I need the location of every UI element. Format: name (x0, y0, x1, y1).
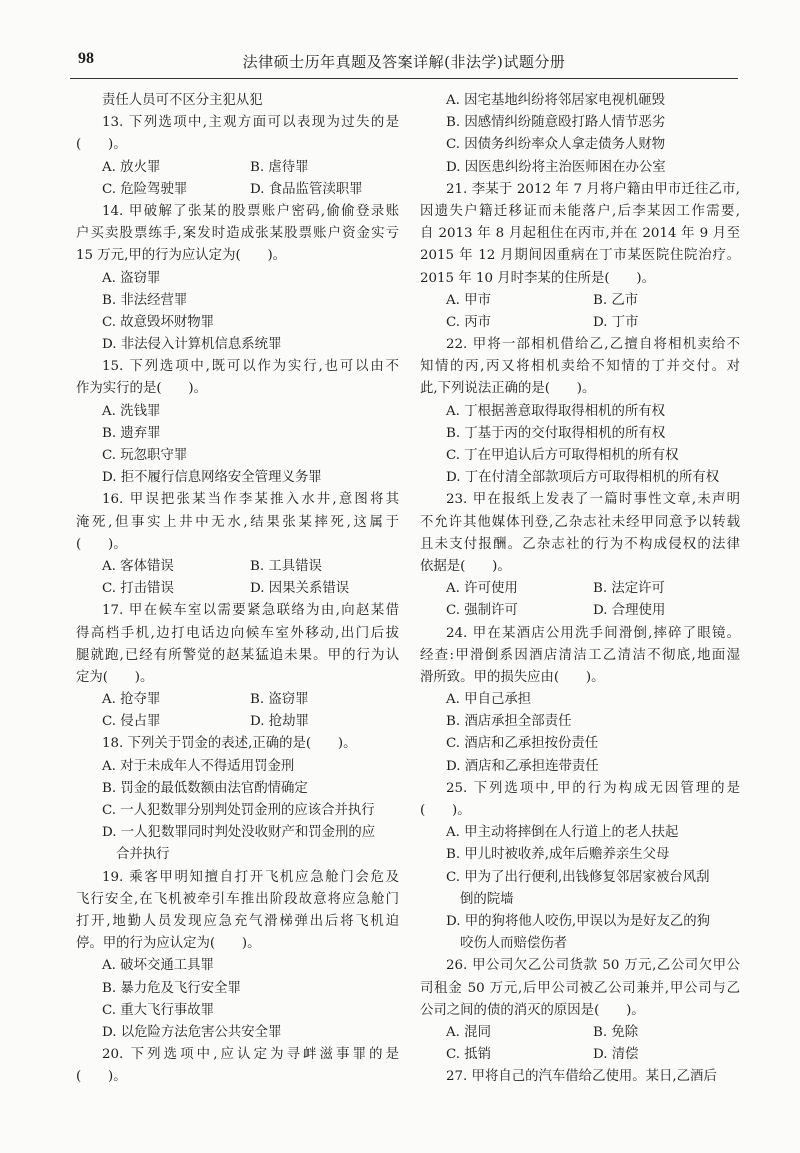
text-line: 定为( )。 (76, 669, 154, 685)
option-text: D. 甲的狗将他人咬伤,甲误以为是好友乙的狗 (446, 913, 711, 929)
option-text: B. 法定许可 (593, 581, 665, 597)
option-text: A. 甲自己承担 (446, 692, 532, 708)
option-text: B. 甲儿时被收养,成年后赡养亲生父母 (446, 847, 670, 863)
running-title: 法律硕士历年真题及答案详解(非法学)试题分册 (242, 53, 566, 71)
option-text: A. 丁根据善意取得取得相机的所有权 (446, 403, 666, 419)
option-text: A. 甲主动将摔倒在人行道上的老人扶起 (446, 825, 679, 841)
text-line: 打开,地勤人员发现应急充气滑梯弹出后将飞机迫 (76, 913, 399, 929)
option-row (420, 1044, 740, 1066)
text-line: 得高档手机,边打电话边向候车室外移动,出门后拔 (76, 625, 399, 641)
option-text: D. 合理使用 (593, 603, 666, 619)
option-text: A. 客体错误 (102, 558, 174, 574)
option-text: C. 侵占罪 (102, 714, 161, 730)
text-line: 知情的丙,丙又将相机卖给不知情的丁并交付。对 (420, 359, 740, 375)
option-row (420, 1022, 740, 1044)
option-text: B. 丁基于丙的交付取得相机的所有权 (446, 425, 666, 441)
option-text: D. 清偿 (593, 1047, 639, 1063)
option-row (76, 157, 399, 179)
text-line: 因遗失户籍迁移证而未能落户,后李某因工作需要, (420, 203, 740, 219)
option-text: A. 放火罪 (102, 159, 161, 175)
option-text: D. 以危险方法危害公共安全罪 (102, 1024, 282, 1040)
option-text: D. 抢劫罪 (250, 714, 309, 730)
option-text: C. 强制许可 (446, 603, 518, 619)
text-line: 20. 下列选项中,应认定为寻衅滋事罪的是 (102, 1047, 399, 1063)
text-line: 淹死,但事实上井中无水,结果张某摔死,这属于 (76, 514, 399, 530)
text-line: 22. 甲将一部相机借给乙,乙擅自将相机卖给不 (446, 337, 740, 353)
option-text: D. 因果关系错误 (250, 581, 350, 597)
option-text: C. 危险驾驶罪 (102, 181, 188, 197)
option-text: A. 甲市 (446, 292, 491, 308)
option-text: A. 因宅基地纠纷将邻居家电视机砸毁 (446, 93, 666, 108)
text-line: 27. 甲将自己的汽车借给乙使用。某日,乙酒后 (446, 1069, 717, 1085)
left-column (76, 90, 399, 1088)
text-line: 23. 甲在报纸上发表了一篇时事性文章,未声明 (446, 492, 740, 508)
option-text: A. 破坏交通工具罪 (102, 958, 214, 974)
option-text: 倒的院墙 (460, 891, 514, 907)
text-line: 19. 乘客甲明知擅自打开飞机应急舱门会危及 (102, 869, 399, 885)
text-line: 停。甲的行为应认定为( )。 (76, 936, 261, 952)
option-text: A. 许可使用 (446, 581, 518, 597)
option-text: D. 因医患纠纷将主治医师困在办公室 (446, 159, 666, 175)
option-text: B. 乙市 (593, 292, 639, 308)
option-text: B. 非法经营罪 (102, 292, 188, 308)
option-text: D. 酒店和乙承担连带责任 (446, 758, 599, 774)
option-text: D. 食品监管渎职罪 (250, 181, 363, 197)
option-text: B. 罚金的最低数额由法官酌情确定 (102, 780, 308, 796)
text-line: 16. 甲误把张某当作李某推入水井,意图将其 (102, 492, 399, 508)
option-text: C. 玩忽职守罪 (102, 448, 188, 463)
text-line: ( )。 (76, 137, 127, 153)
option-row (76, 711, 399, 733)
option-text: C. 酒店和乙承担按份责任 (446, 736, 599, 752)
option-text: C. 丙市 (446, 314, 492, 330)
option-text: B. 虐待罪 (250, 159, 309, 175)
option-text: A. 洗钱罪 (102, 403, 161, 419)
option-text: B. 暴力危及飞行安全罪 (102, 980, 241, 996)
option-text: C. 抵销 (446, 1047, 492, 1063)
text-line: 17. 甲在候车室以需要紧急联络为由,向赵某借 (102, 603, 399, 619)
option-row (420, 578, 740, 600)
text-line: 作为实行的是( )。 (76, 381, 207, 397)
text-line: 自 2013 年 8 月起租住在丙市,并在 2014 年 9 月至 (420, 226, 740, 242)
page-header (70, 44, 738, 79)
option-text: 咬伤人而赔偿伤者 (460, 936, 568, 952)
text-line: 13. 下列选项中,主观方面可以表现为过失的是 (102, 115, 399, 131)
text-line: 24. 甲在某酒店公用洗手间滑倒,摔碎了眼镜。 (446, 625, 740, 641)
option-text: C. 因债务纠纷率众人拿走债务人财物 (446, 137, 666, 153)
text-line: 2015 年 10 月时李某的住所是( )。 (420, 270, 656, 286)
option-text: C. 丁在甲追认后方可取得相机的所有权 (446, 448, 679, 463)
text-line: 2015 年 12 月期间因重病在丁市某医院住院治疗。 (420, 248, 740, 264)
option-row (76, 689, 399, 711)
option-text: C. 重大飞行事故罪 (102, 1002, 215, 1018)
text-line: 此,下列说法正确的是( )。 (420, 381, 596, 397)
option-row (420, 290, 740, 312)
page-number: 98 (78, 50, 94, 67)
option-row (76, 578, 399, 600)
text-line: ( )。 (76, 1069, 127, 1085)
option-text: B. 盗窃罪 (250, 692, 309, 708)
text-line: 且未支付报酬。乙杂志社的行为不构成侵权的法律 (420, 536, 740, 552)
option-text: C. 故意毁坏财物罪 (102, 314, 215, 330)
text-line: 户买卖股票练手,案发时造成张某股票账户资金实亏 (76, 226, 399, 242)
text-line: ( )。 (76, 536, 127, 552)
option-text: D. 丁市 (593, 314, 639, 330)
text-line: ( )。 (420, 803, 471, 818)
option-text: A. 混同 (446, 1024, 491, 1040)
text-line: 责任人员可不区分主犯从犯 (102, 93, 263, 108)
option-text: D. 一人犯数罪同时判处没收财产和罚金刑的应 (102, 825, 376, 841)
option-row (420, 600, 740, 622)
option-text: A. 抢夺罪 (102, 692, 161, 708)
text-line: 25. 下列选项中,甲的行为构成无因管理的是 (446, 780, 740, 796)
option-text: B. 免除 (593, 1024, 639, 1040)
text-line: 不允许其他媒体刊登,乙杂志社未经甲同意予以转载 (420, 514, 740, 530)
option-text: D. 拒不履行信息网络安全管理义务罪 (102, 470, 322, 486)
text-line: 腿就跑,已经有所警觉的赵某猛追未果。甲的行为认 (76, 647, 399, 663)
option-text: B. 工具错误 (250, 558, 322, 574)
option-text: B. 遗弃罪 (102, 425, 161, 441)
option-row (420, 312, 740, 334)
text-line: 经查:甲滑倒系因酒店清洁工乙清洁不彻底,地面湿 (420, 647, 740, 663)
text-line: 15 万元,甲的行为应认定为( )。 (76, 248, 287, 264)
option-text: D. 丁在付清全部款项后方可取得相机的所有权 (446, 470, 720, 486)
option-text: C. 甲为了出行便利,出钱修复邻居家被台风刮 (446, 869, 710, 885)
option-text: B. 酒店承担全部责任 (446, 714, 572, 730)
option-text: C. 打击错误 (102, 581, 174, 597)
text-line: 15. 下列选项中,既可以作为实行,也可以由不 (102, 359, 399, 375)
text-line: 18. 下列关于罚金的表述,正确的是( )。 (102, 736, 357, 752)
option-text: A. 盗窃罪 (102, 270, 161, 286)
option-text: B. 因感情纠纷随意殴打路人情节恶劣 (446, 115, 666, 131)
right-column (420, 90, 740, 1088)
option-text: D. 非法侵入计算机信息系统罪 (102, 337, 282, 353)
option-text: A. 对于未成年人不得适用罚金刑 (102, 758, 295, 774)
text-line: 司租金 50 万元,后甲公司被乙公司兼并,甲公司与乙 (420, 980, 740, 996)
text-line: 滑所致。甲的损失应由( )。 (420, 669, 605, 685)
option-row (76, 556, 399, 578)
text-line: 飞行安全,在飞机被牵引车推出阶段故意将应急舱门 (76, 891, 399, 907)
option-text: C. 一人犯数罪分别判处罚金刑的应该合并执行 (102, 803, 375, 818)
text-line: 公司之间的债的消灭的原因是( )。 (420, 1002, 645, 1018)
text-line: 依据是( )。 (420, 558, 511, 574)
text-line: 14. 甲破解了张某的股票账户密码,偷偷登录账 (102, 203, 399, 219)
text-line: 21. 李某于 2012 年 7 月将户籍由甲市迁往乙市, (446, 181, 740, 197)
option-row (76, 179, 399, 201)
option-text: 合并执行 (116, 847, 170, 863)
text-line: 26. 甲公司欠乙公司货款 50 万元,乙公司欠甲公 (446, 958, 740, 974)
